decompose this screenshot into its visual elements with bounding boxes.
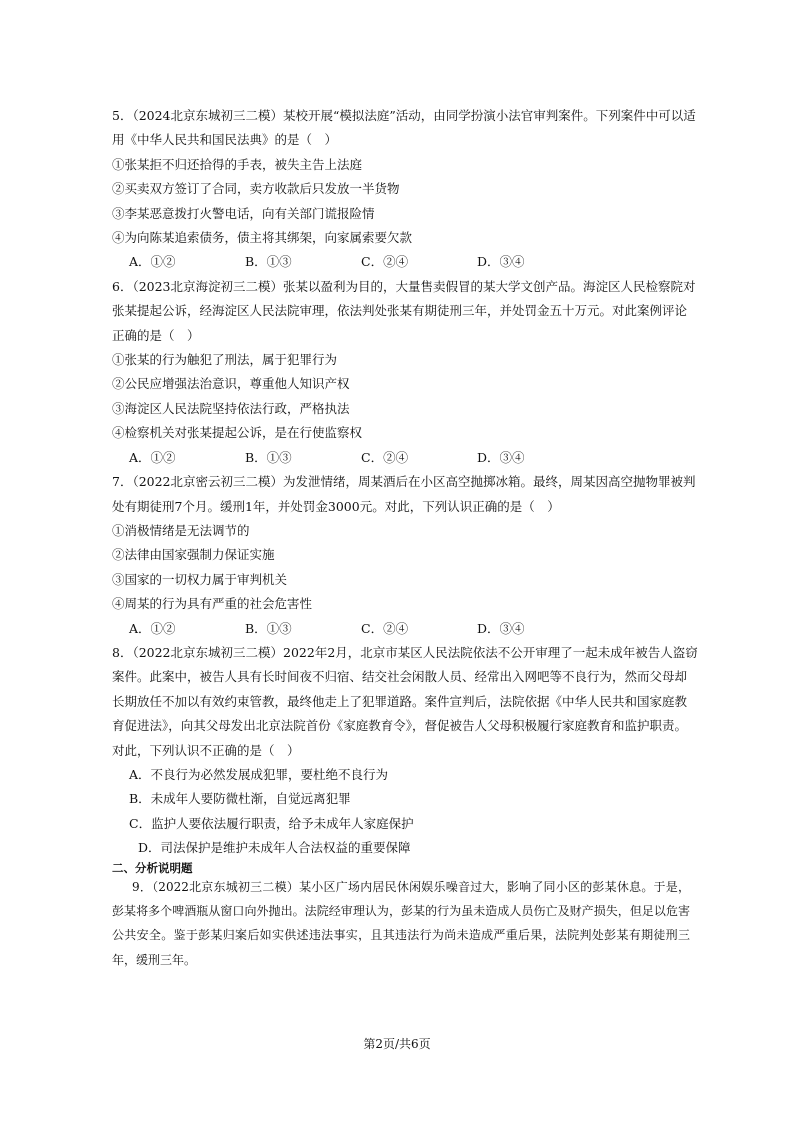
question-6 bbox=[112, 275, 696, 470]
option-c: C．②④ bbox=[361, 449, 409, 465]
question-stem-line: 案件。此案中，被告人具有长时间夜不归宿、结交社会闲散人员、经常出入网吧等不良行为，然而父母却 bbox=[112, 669, 688, 685]
option-b: B．①③ bbox=[245, 620, 292, 636]
question-stem-line: 长期放任不加以有效约束管教，最终他走上了犯罪道路。案件宣判后，法院依据《中华人民共和国家庭教 bbox=[112, 693, 688, 709]
statement-item: ②公民应增强法治意识，尊重他人知识产权 bbox=[112, 376, 350, 392]
section-heading: 二、分析说明题 bbox=[112, 860, 193, 875]
statement-item: ①张某的行为触犯了刑法，属于犯罪行为 bbox=[112, 352, 338, 368]
question-stem-line: 7．（2022北京密云初三二模）为发泄情绪，周某酒后在小区高空抛掷冰箱。最终，周某因高空抛物罪被判 bbox=[112, 474, 696, 490]
option-a: A．①② bbox=[129, 620, 176, 636]
question-stem-line: 用《中华人民共和国民法典》的是（ ） bbox=[112, 132, 338, 148]
statement-item: ②法律由国家强制力保证实施 bbox=[112, 547, 275, 563]
question-stem-line: 张某提起公诉，经海淀区人民法院审理，依法判处张某有期徒刑三年，并处罚金五十万元。对此案例评论 bbox=[112, 303, 688, 319]
option-d: D．司法保护是维护未成年人合法权益的重要保障 bbox=[138, 840, 411, 856]
question-stem-line: 5．（2024北京东城初三二模）某校开展“模拟法庭”活动，由同学扮演小法官审判案件。下列案件中可以适 bbox=[112, 108, 696, 123]
option-d: D．③④ bbox=[477, 449, 525, 465]
option-a: A．①② bbox=[129, 254, 176, 270]
option-b: B．①③ bbox=[245, 449, 292, 465]
question-stem-line: 处有期徒刑7个月。缓刑1年，并处罚金3000元。对此，下列认识正确的是（ ） bbox=[112, 498, 560, 514]
statement-item: ①消极情绪是无法调节的 bbox=[112, 522, 250, 538]
page-content bbox=[112, 104, 698, 972]
question-stem-line: 对此，下列认识不正确的是（ ） bbox=[112, 742, 300, 758]
statement-item: ③海淀区人民法院坚持依法行政，严格执法 bbox=[112, 400, 350, 416]
statement-item: ①张某拒不归还拾得的手表，被失主告上法庭 bbox=[112, 156, 363, 172]
statement-item: ③国家的一切权力属于审判机关 bbox=[112, 571, 288, 587]
statement-item: ④检察机关对张某提起公诉，是在行使监察权 bbox=[112, 425, 363, 441]
option-a: A．①② bbox=[129, 449, 176, 465]
question-stem-line: 8．（2022北京东城初三二模）2022年2月，北京市某区人民法院依法不公开审理了一起未成年被告人盗窃 bbox=[112, 644, 698, 660]
question-9: 9．（2022北京东城初三二模）某小区广场内居民休闲娱乐噪音过大，影响了同小区的彭某休息。于是，彭某将多个啤酒瓶从窗口向外抛出。法院经审理认为，彭某的行为虽未造成人员伤亡及财产损失，但足以危害公共安全。鉴于彭某归案后如实供述违法事实，且其违法行为尚未造成严重后果，法院判处彭某有期徒刑三年，缓刑三年。 bbox=[112, 879, 690, 967]
question-stem-line: 6．（2023北京海淀初三二模）张某以盈利为目的，大量售卖假冒的某大学文创产品。海淀区人民检察院对 bbox=[112, 278, 696, 294]
option-c: C．监护人要依法履行职责，给予未成年人家庭保护 bbox=[129, 815, 414, 831]
statement-item: ③李某恶意拨打火警电话，向有关部门谎报险情 bbox=[112, 205, 375, 221]
question-7 bbox=[112, 470, 696, 641]
statement-item: ②买卖双方签订了合同，卖方收款后只发放一半货物 bbox=[112, 181, 400, 197]
statement-item: ④为向陈某追索债务，债主将其绑架，向家属索要欠款 bbox=[112, 230, 413, 246]
option-c: C．②④ bbox=[361, 620, 409, 636]
option-b: B．①③ bbox=[245, 254, 292, 270]
option-d: D．③④ bbox=[477, 254, 525, 270]
answer-options bbox=[112, 250, 690, 274]
option-a: A．不良行为必然发展成犯罪，要杜绝不良行为 bbox=[129, 766, 389, 782]
answer-options bbox=[112, 617, 690, 641]
question-stem-line: 正确的是（ ） bbox=[112, 327, 200, 343]
option-b: B．未成年人要防微杜渐，自觉远离犯罪 bbox=[129, 791, 351, 807]
answer-options bbox=[112, 446, 690, 470]
statement-item: ④周某的行为具有严重的社会危害性 bbox=[112, 596, 313, 612]
question-8 bbox=[112, 641, 698, 861]
option-d: D．③④ bbox=[477, 620, 525, 636]
page-footer: 第2页/共6页 bbox=[363, 1037, 431, 1051]
question-5 bbox=[112, 104, 696, 275]
question-stem-line: 育促进法》，向其父母发出北京法院首份《家庭教育令》，督促被告人父母积极履行家庭教育和监护职责。 bbox=[112, 718, 688, 734]
option-c: C．②④ bbox=[361, 254, 409, 270]
